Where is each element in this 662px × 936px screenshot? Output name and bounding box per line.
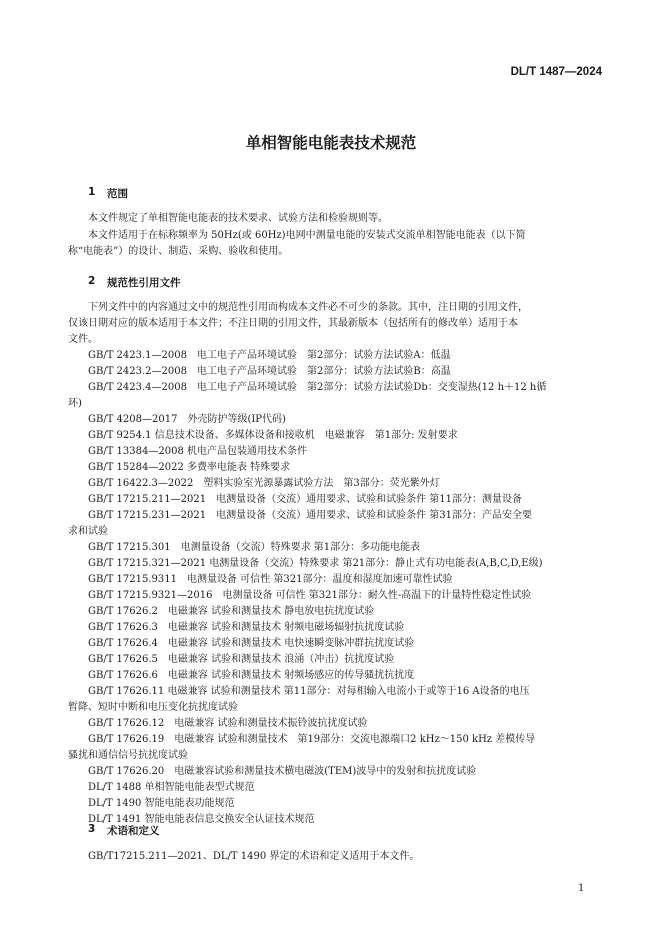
reference-item: GB/T 2423.2—2008 电工电子产品环境试验 第2部分：试验方法试验B：高温: [88, 366, 451, 377]
section-title: 范围: [107, 188, 128, 200]
reference-item: DL/T 1490 智能电能表功能规范: [88, 798, 235, 809]
reference-item: GB/T 17626.4 电磁兼容 试验和测量技术 电快速瞬变脉冲群抗扰度试验: [88, 638, 415, 649]
paragraph-line: 仅该日期对应的版本适用于本文件；不注日期的引用文件，其最新版本（包括所有的修改单）适用于本: [68, 318, 518, 329]
reference-item: 骚扰和通信信号抗扰度试验: [68, 750, 188, 761]
reference-item: 暂降、短时中断和电压变化抗扰度试验: [68, 702, 238, 713]
reference-item: GB/T 17626.20 电磁兼容试验和测量技术横电磁波(TEM)波导中的发射和抗扰度试验: [88, 766, 477, 777]
paragraph-line: 下列文件中的内容通过文中的规范性引用而构成本文件必不可少的条款。其中，注日期的引用文件，: [88, 302, 528, 313]
reference-item: GB/T 2423.4—2008 电工电子产品环境试验 第2部分：试验方法试验Db：交变湿热(12 h＋12 h循: [88, 382, 547, 393]
reference-item: GB/T 17215.9311 电测量设备 可信性 第321部分：温度和湿度加速可靠性试验: [88, 574, 453, 585]
section-number: 2: [88, 275, 96, 287]
section-number: 3: [88, 823, 96, 835]
document-title: 单相智能电能表技术规范: [245, 134, 417, 152]
paragraph-line: GB/T17215.211—2021、DL/T 1490 界定的术语和定义适用于本文件。: [88, 851, 420, 862]
reference-item: 求和试验: [68, 526, 108, 537]
section-title: 规范性引用文件: [107, 277, 181, 289]
paragraph-line: 称“电能表”）的设计、制造、采购、验收和使用。: [68, 246, 289, 257]
paragraph-line: 本文件适用于在标称频率为 50Hz(或 60Hz)电网中测量电能的安装式交流单相智能电能表（以下简: [88, 230, 526, 241]
page-number: 1: [578, 883, 585, 894]
reference-item: GB/T 17215.301 电测量设备（交流）特殊要求 第1部分：多功能电能表: [88, 542, 421, 553]
reference-item: GB/T 17626.3 电磁兼容 试验和测量技术 射频电磁场辐射抗扰度试验: [88, 622, 405, 633]
reference-item: GB/T 17626.11 电磁兼容 试验和测量技术 第11部分：对每相输入电流小于或等于16 A设备的电压: [88, 686, 530, 697]
reference-item: GB/T 17626.6 电磁兼容 试验和测量技术 射频场感应的传导骚扰抗扰度: [88, 670, 415, 681]
reference-item: GB/T 9254.1 信息技术设备、多媒体设备和接收机 电磁兼容 第1部分: 发射要求: [88, 430, 458, 441]
reference-item: DL/T 1491 智能电能表信息交换安全认证技术规范: [88, 814, 315, 825]
reference-item: GB/T 16422.3—2022 塑料实验室光源暴露试验方法 第3部分：荧光紫外灯: [88, 478, 440, 489]
reference-item: GB/T 15284—2022 多费率电能表 特殊要求: [88, 462, 291, 473]
reference-item: 环): [68, 398, 82, 409]
reference-item: GB/T 17626.12 电磁兼容 试验和测量技术振铃波抗扰度试验: [88, 718, 368, 729]
standard-id: DL/T 1487—2024: [510, 66, 602, 78]
paragraph-line: 本文件规定了单相智能电能表的技术要求、试验方法和检验规则等。: [88, 213, 388, 224]
reference-item: GB/T 17215.321—2021 电测量设备（交流）特殊要求 第21部分：静止式有功电能表(A,B,C,D,E级): [88, 558, 543, 569]
reference-item: GB/T 2423.1—2008 电工电子产品环境试验 第2部分：试验方法试验A：低温: [88, 350, 451, 361]
reference-item: GB/T 17215.211—2021 电测量设备（交流）通用要求、试验和试验条件 第11部分：测量设备: [88, 494, 522, 505]
section-title: 术语和定义: [107, 825, 160, 837]
reference-item: GB/T 17626.2 电磁兼容 试验和测量技术 静电放电抗扰度试验: [88, 606, 375, 617]
reference-item: DL/T 1488 单相智能电能表型式规范: [88, 782, 255, 793]
reference-item: GB/T 4208—2017 外壳防护等级(IP代码): [88, 414, 286, 425]
paragraph-line: 文件。: [68, 334, 98, 345]
reference-item: GB/T 17626.5 电磁兼容 试验和测量技术 浪涌（冲击）抗扰度试验: [88, 654, 395, 665]
reference-item: GB/T 17215.231—2021 电测量设备（交流）通用要求、试验和试验条件 第31部分：产品安全要: [88, 510, 532, 521]
reference-item: GB/T 13384—2008 机电产品包装通用技术条件: [88, 446, 307, 457]
reference-item: GB/T 17626.19 电磁兼容 试验和测量技术 第19部分：交流电源端口2 kHz～150 kHz 差模传导: [88, 734, 536, 745]
reference-item: GB/T 17215.9321—2016 电测量设备 可信性 第321部分：耐久性-高温下的计量特性稳定性试验: [88, 590, 532, 601]
section-number: 1: [88, 186, 96, 198]
